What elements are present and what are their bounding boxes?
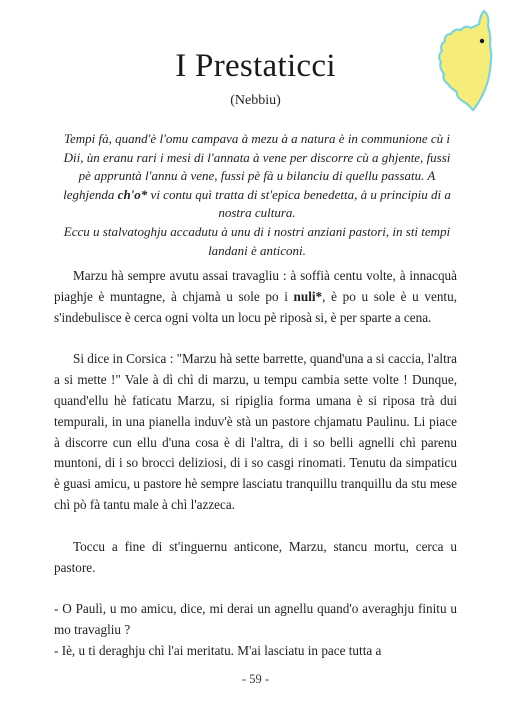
page-number: - 59 -	[241, 672, 270, 686]
intro-paragraph-1: Tempi fà, quand'è l'omu campava à mezu à a natura è in communione cù i Dii, ùn eranu rari i mesi di l'annata à vene per discorre cù a ghjente, fussi pè appruntà l'annu à vene, fussi pè fà u bilanciu di quellu passatu. A leghjenda ch'o* vi contu quì tratta di st'epica benedetta, à u principiu di a nostra cultura.	[63, 131, 451, 221]
dialog-line-1: - O Paulì, u mo amicu, dice, mi derai un agnellu quand'o averaghju finitu u mo travagliu ?	[54, 601, 457, 638]
body-paragraph-1: Marzu hà sempre avutu assai travagliu : à soffià centu volte, à innacquà piaghje è muntagne, à chjamà u sole po i nuli*, è po u sole è u ventu, s'indebulisce è cerca ogni volta un locu pè riposà si, è per sparte a cena.	[54, 268, 457, 325]
intro-text	[62, 130, 452, 260]
story-body	[54, 266, 457, 662]
body-paragraph-3: Toccu a fine di st'inguernu anticone, Marzu, stancu mortu, cerca u pastore.	[54, 538, 457, 575]
page-title: I Prestaticci	[175, 48, 336, 84]
footnote-word: ch'o*	[117, 186, 148, 202]
location-dot	[480, 39, 484, 43]
footnote-word: nuli*	[293, 288, 323, 304]
dialog-line-2: - Iè, u ti deraghju chì l'ai meritatu. M'ai lasciatu in pace tutta a	[54, 642, 382, 658]
intro-paragraph-2: Eccu u stalvatoghju accadutu à unu di i nostri anziani pastori, in sti tempi landani è anticoni.	[63, 223, 451, 258]
page-subtitle: (Nebbiu)	[230, 93, 281, 108]
body-paragraph-2: Si dice in Corsica : "Marzu hà sette barrette, quand'una a si caccia, l'altra a si mette !" Vale à dì chì di marzu, u tempu cambia sette volte ! Dunque, quand'ellu hè faticatu Marzu, si ripiglia forma umana è si riposa trà dui tempurali, in una pianella induv'è stà un pastore chjamatu Paulinu. Li piace à discorre cun ellu d'una cosa è di l'altra, di i so belli agnelli chì parenu muntoni, di i so brocci deliziosi, di i so casgi rinomati. Tenutu da simpaticu è guasi amicu, u pastore hè sempre lasciatu tranquillu tranquillu da stu mese chì pò fà tantu male à chì l'azzeca.	[54, 351, 457, 512]
